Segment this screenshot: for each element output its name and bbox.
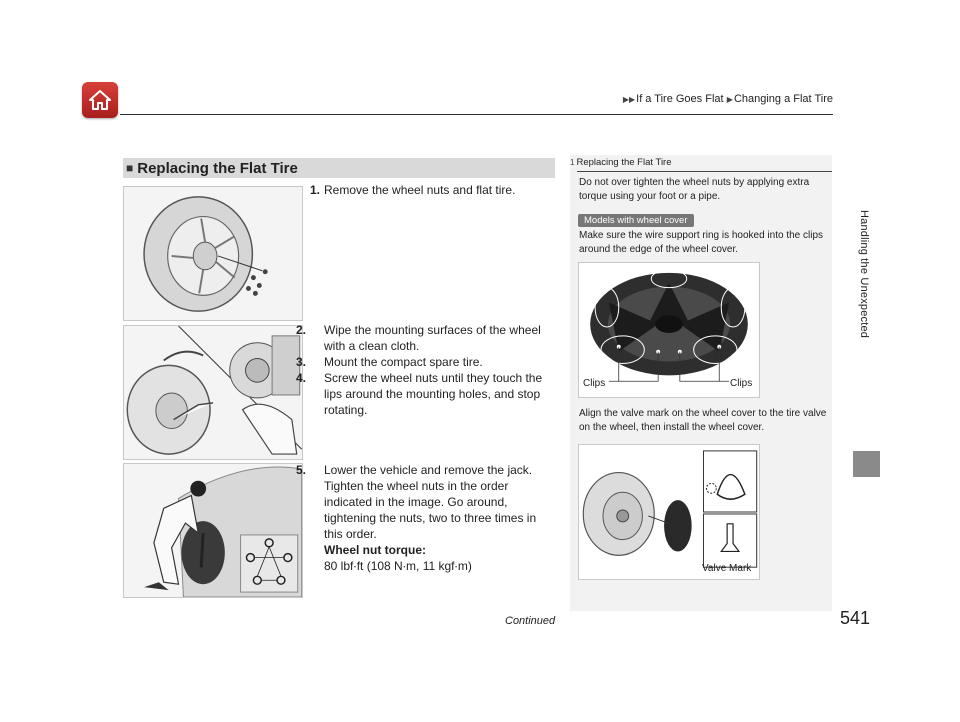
step-4 [296,370,555,418]
step-number: 4. [296,371,307,385]
step-5 [296,462,555,574]
valve-mark-label: Valve Mark [702,563,752,574]
valve-alignment-illustration [579,445,759,579]
section-header [123,158,555,178]
side-tab-label[interactable]: Handling the Unexpected [858,210,870,339]
step-number: 2. [296,323,307,337]
note-title: Replacing the Flat Tire [576,157,672,168]
breadcrumb-arrow-icon: ▶▶ [622,95,636,104]
clips-label-right: Clips [730,378,753,389]
page-number: 541 [840,608,871,628]
figure-mount-spare [123,325,303,460]
continued-label: Continued [505,615,556,627]
step-2 [296,322,555,354]
square-bullet-icon: ■ [126,161,134,175]
breadcrumb-item-flat-tire[interactable]: If a Tire Goes Flat [636,93,724,105]
step-3 [296,354,555,370]
section-title: Replacing the Flat Tire [137,159,298,177]
home-icon [88,89,112,111]
step-text: Lower the vehicle and remove the jack. Tighten the wheel nuts in the order indicated in the image. Go around, tightening the nuts, two to three times in this order. [324,463,537,541]
step-text: Remove the wheel nuts and flat tire. [324,183,516,197]
clips-label-left: Clips [583,378,606,389]
breadcrumb [620,93,833,105]
figure-tighten-nuts [123,463,303,598]
torque-label: Wheel nut torque: [324,543,426,557]
note-rule [577,171,832,172]
step-text: Mount the compact spare tire. [324,355,483,369]
note-paragraph-3: Align the valve mark on the wheel cover to the tire valve on the wheel, then install the wheel cover. [579,408,827,433]
note-number-icon: 1 [570,158,575,167]
step-1 [310,182,555,198]
step-number: 5. [296,463,307,477]
figure-valve-alignment [578,444,760,580]
model-badge: Models with wheel cover [578,214,694,227]
step-number: 3. [296,355,307,369]
figure-remove-tire [123,186,303,321]
wheel-cover-illustration [579,263,759,397]
note-header [570,157,832,168]
breadcrumb-arrow-icon: ▶ [724,95,733,104]
step-number: 1. [310,183,321,197]
note-paragraph-2: Make sure the wire support ring is hooked into the clips around the edge of the wheel cover. [579,230,824,255]
breadcrumb-item-changing-tire[interactable]: Changing a Flat Tire [733,93,833,105]
torque-value: 80 lbf∙ft (108 N∙m, 11 kgf∙m) [324,559,472,573]
header-rule [120,114,833,115]
side-tab-marker [853,451,880,477]
tire-removal-illustration [124,187,302,320]
note-paragraph-1: Do not over tighten the wheel nuts by applying extra torque using your foot or a pipe. [579,177,810,202]
home-button[interactable] [82,82,118,118]
mount-spare-illustration [124,326,302,459]
step-text: Wipe the mounting surfaces of the wheel with a clean cloth. [324,323,541,353]
tighten-nuts-illustration [124,464,302,597]
step-text: Screw the wheel nuts until they touch the lips around the mounting holes, and stop rotating. [324,371,543,417]
